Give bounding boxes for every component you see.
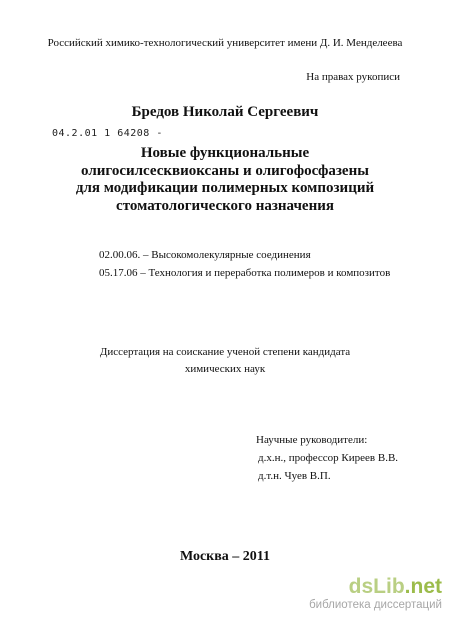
- degree-line: химических наук: [184, 363, 266, 375]
- library-stamp-number: 04.2.01 1 64208 -: [52, 128, 163, 139]
- dslib-watermark: [309, 576, 442, 612]
- dissertation-title: [0, 145, 450, 215]
- institution-name: Российский химико-технологический университет имени Д. И. Менделеева: [47, 37, 403, 49]
- manuscript-rights-note: На правах рукописи: [306, 71, 400, 83]
- title-line: олигосилсесквиоксаны и олигофосфазены: [81, 162, 369, 179]
- specialty-line: 05.17.06 – Технология и переработка полимеров и композитов: [99, 267, 391, 279]
- dslib-logo: [309, 576, 442, 598]
- title-line: Новые функциональные: [140, 145, 310, 161]
- title-line: для модификации полимерных композиций: [75, 180, 375, 196]
- author-name: Бредов Николай Сергеевич: [131, 104, 319, 120]
- degree-statement: [0, 344, 450, 378]
- logo-part-net: .net: [404, 575, 442, 598]
- supervisors-block: [256, 431, 398, 485]
- specialty-codes: [99, 246, 390, 282]
- specialty-line: 02.00.06. – Высокомолекулярные соединения: [99, 249, 311, 261]
- supervisor-name: д.х.н., профессор Киреев В.В.: [258, 452, 399, 464]
- title-line: стоматологического назначения: [116, 197, 334, 214]
- logo-part-dslib: dsLib: [348, 575, 405, 598]
- supervisor-name: д.т.н. Чуев В.П.: [258, 470, 331, 482]
- watermark-subtitle: библиотека диссертаций: [309, 599, 442, 611]
- degree-line: Диссертация на соискание ученой степени кандидата: [99, 346, 351, 358]
- city-year: Москва – 2011: [179, 549, 271, 564]
- supervisors-heading: Научные руководители:: [256, 434, 368, 446]
